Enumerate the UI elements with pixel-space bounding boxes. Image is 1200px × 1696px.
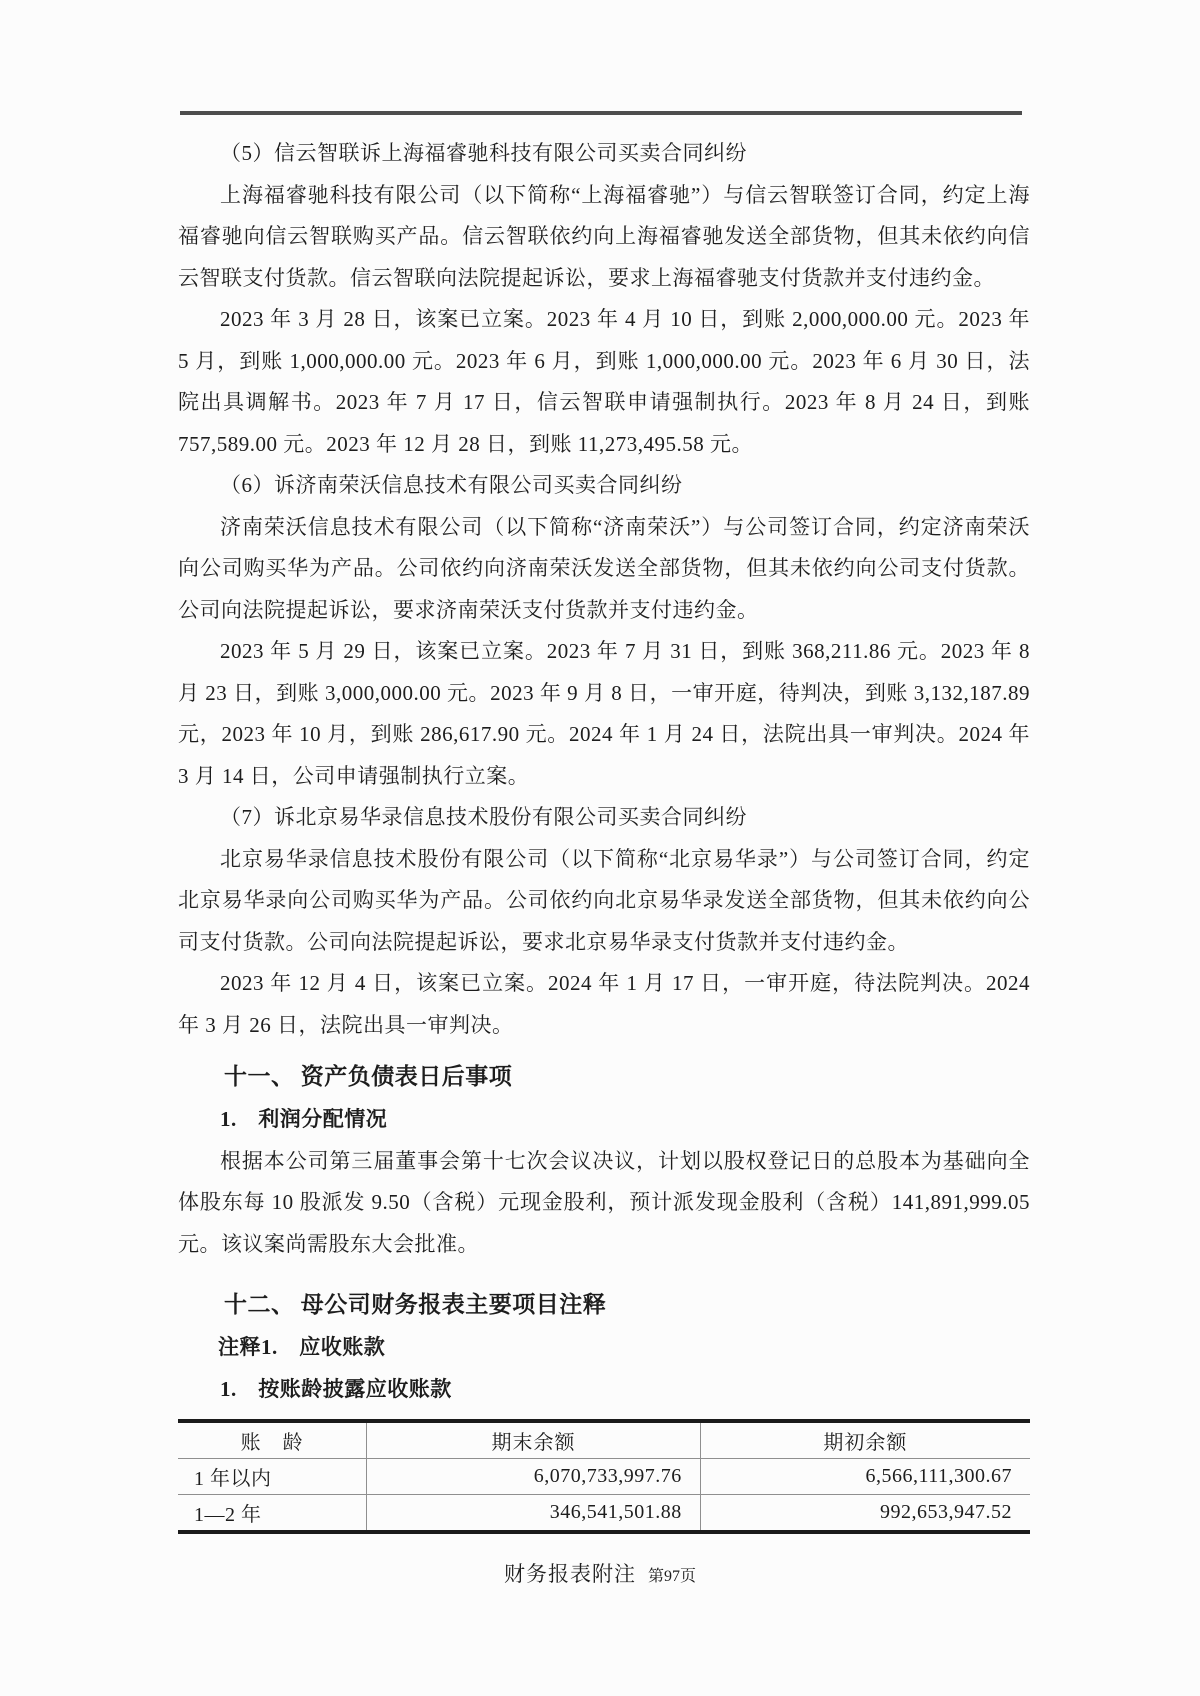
balance-cell: 6,566,111,300.67 <box>700 1459 1030 1495</box>
chapter-12-heading: 十二、 母公司财务报表主要项目注释 <box>224 1292 607 1317</box>
table-col-header: 期初余额 <box>700 1421 1030 1459</box>
ageing-bucket-cell: 1—2 年 <box>194 1504 262 1526</box>
header-rule <box>180 111 1022 115</box>
case5-progress: 2023 年 3 月 28 日，该案已立案。2023 年 4 月 10 日，到账 2,000,000.00 元。2023 年 5 月，到账 1,000,000.00 元。2023 年 6 月，到账 1,000,000.00 元。2023 年 6 月 30 日，法院出具调解书。2023 年 7 月 17 日，信云智联申请强制执行。2023 年 8 月 24 日，到账 757,589.00 元。2023 年 12 月 28 日，到账 11,273,495.58 元。 <box>178 307 1030 456</box>
note1-heading: 注释1. 应收账款 <box>218 1335 386 1359</box>
balance-cell: 6,070,733,997.76 <box>367 1459 701 1495</box>
table-col-header: 期末余额 <box>367 1421 701 1459</box>
table-row <box>178 1459 1030 1495</box>
table-row <box>178 1495 1030 1533</box>
chapter-11-heading: 十一、 资产负债表日后事项 <box>224 1064 513 1089</box>
profit-distribution-paragraph: 根据本公司第三届董事会第十七次会议决议，计划以股权登记日的总股本为基础向全体股东每 10 股派发 9.50（含税）元现金股利，预计派发现金股利（含税）141,891,999.05 元。该议案尚需股东大会批准。 <box>178 1148 1030 1256</box>
case6-heading: （6）诉济南荣沃信息技术有限公司买卖合同纠纷 <box>220 473 683 497</box>
case6-background: 济南荣沃信息技术有限公司（以下简称“济南荣沃”）与公司签订合同，约定济南荣沃向公司购买华为产品。公司依约向济南荣沃发送全部货物，但其未依约向公司支付货款。公司向法院提起诉讼，要求济南荣沃支付货款并支付违约金。 <box>178 514 1030 622</box>
profit-distribution-heading: 1. 利润分配情况 <box>220 1107 388 1131</box>
ageing-table <box>178 1419 1030 1534</box>
case5-background: 上海福睿驰科技有限公司（以下简称“上海福睿驰”）与信云智联签订合同，约定上海福睿驰向信云智联购买产品。信云智联依约向上海福睿驰发送全部货物，但其未依约向信云智联支付货款。信云智联向法院提起诉讼，要求上海福睿驰支付货款并支付违约金。 <box>178 182 1030 290</box>
balance-cell: 346,541,501.88 <box>367 1495 701 1533</box>
page-footer <box>0 1558 1200 1588</box>
case7-background: 北京易华录信息技术股份有限公司（以下简称“北京易华录”）与公司签订合同，约定北京易华录向公司购买华为产品。公司依约向北京易华录发送全部货物，但其未依约向公司支付货款。公司向法院提起诉讼，要求北京易华录支付货款并支付违约金。 <box>178 846 1030 954</box>
document-body <box>178 133 1030 1534</box>
table-col-header: 账 龄 <box>178 1421 367 1459</box>
case7-heading: （7）诉北京易华录信息技术股份有限公司买卖合同纠纷 <box>220 805 747 829</box>
case7-progress: 2023 年 12 月 4 日，该案已立案。2024 年 1 月 17 日，一审开庭，待法院判决。2024 年 3 月 26 日，法院出具一审判决。 <box>178 971 1030 1037</box>
footer-doc-title: 财务报表附注 <box>503 1562 636 1586</box>
balance-cell: 992,653,947.52 <box>700 1495 1030 1533</box>
case6-progress: 2023 年 5 月 29 日，该案已立案。2023 年 7 月 31 日，到账 368,211.86 元。2023 年 8 月 23 日，到账 3,000,000.00 元。2023 年 9 月 8 日，一审开庭，待判决，到账 3,132,187.89 元，2023 年 10 月，到账 286,617.90 元。2024 年 1 月 24 日，法院出具一审判决。2024 年 3 月 14 日，公司申请强制执行立案。 <box>178 639 1030 788</box>
ageing-disclosure-heading: 1. 按账龄披露应收账款 <box>220 1376 452 1401</box>
case5-heading: （5）信云智联诉上海福睿驰科技有限公司买卖合同纠纷 <box>220 141 747 165</box>
table-header-row <box>178 1421 1030 1459</box>
footer-page-number: 第97页 <box>647 1568 696 1585</box>
ageing-bucket-cell: 1 年以内 <box>178 1459 367 1495</box>
